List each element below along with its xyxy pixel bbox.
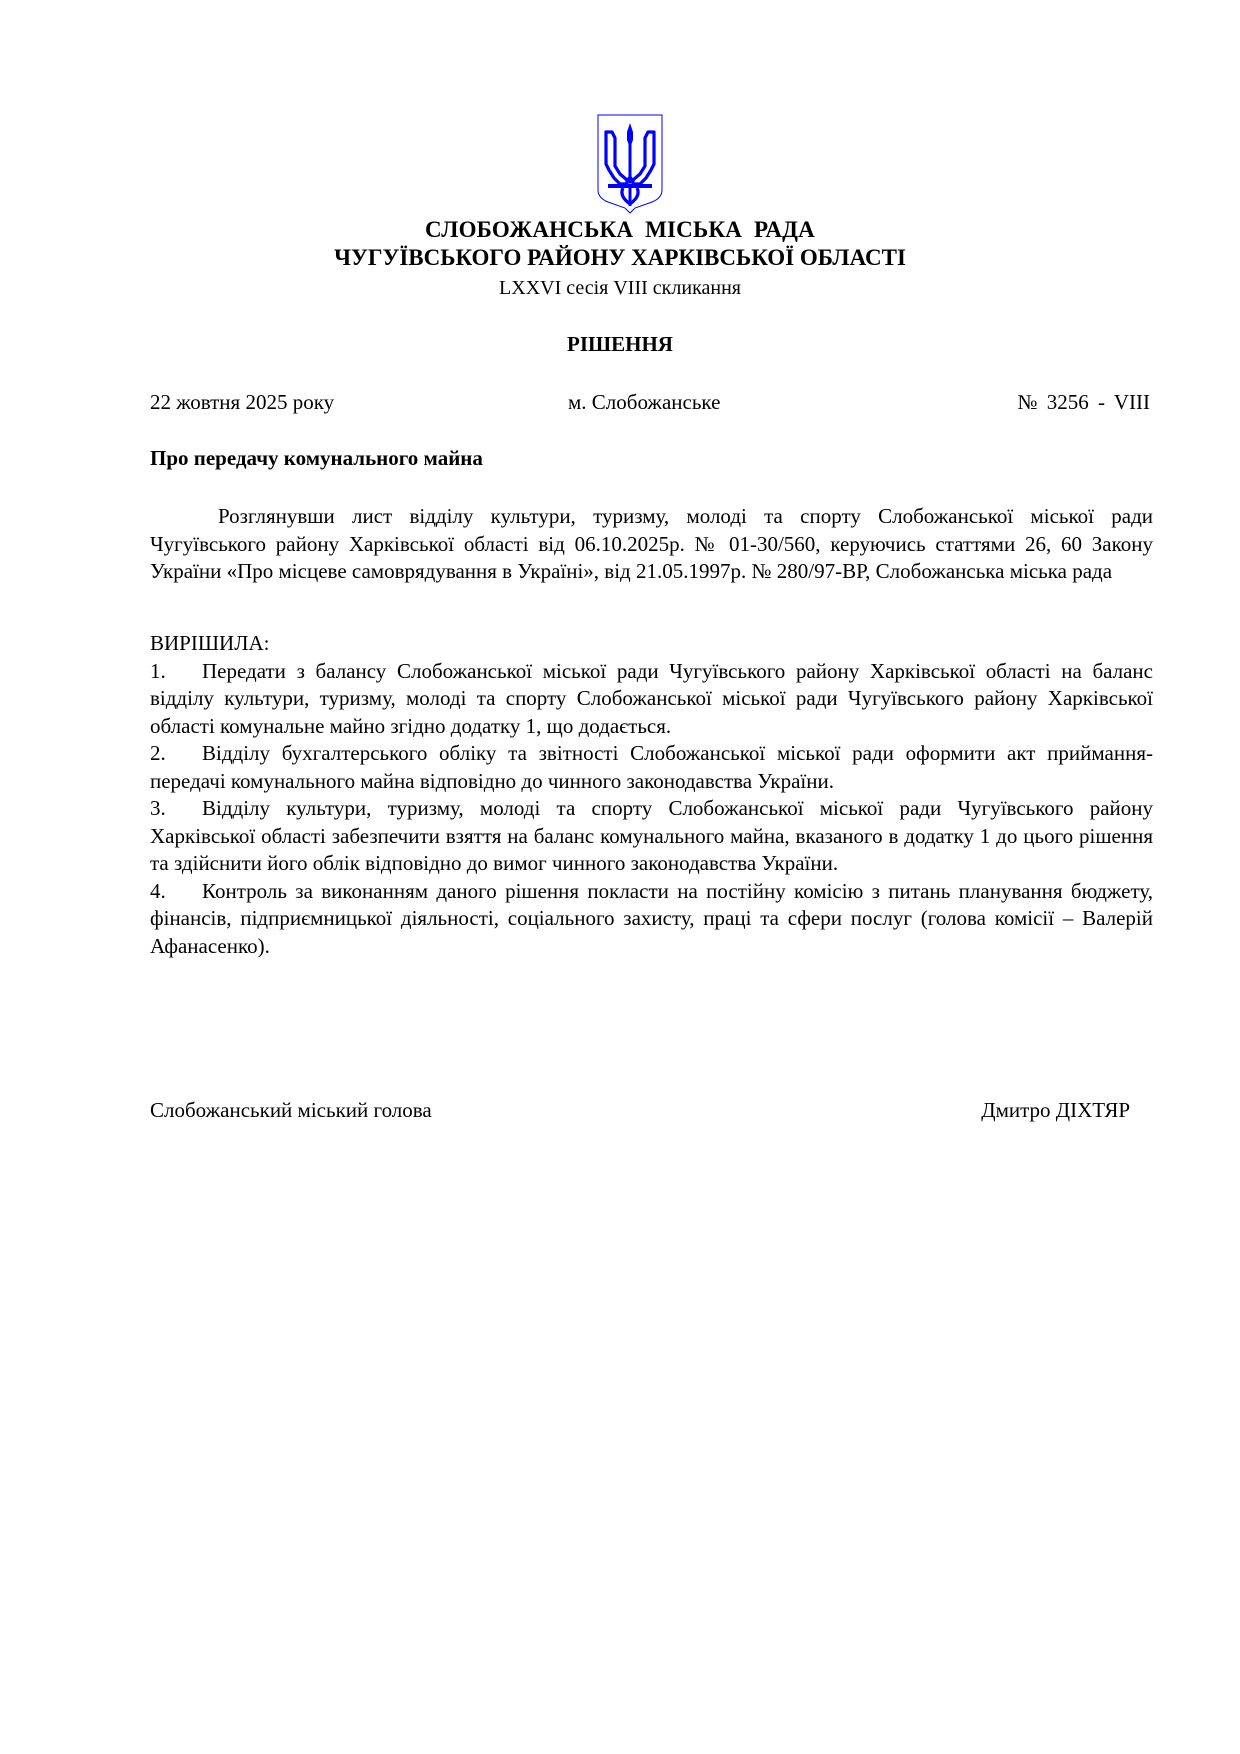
item-text: Контроль за виконанням даного рішення покласти на постійну комісію з питань планування бюджету, фінансів, підприємницької діяльності, соціального захисту, праці та сфери послуг (голова комісії – Валерій Афанасенко). bbox=[150, 878, 1153, 958]
session-info: LXXVI сесія VIII скликання bbox=[499, 277, 741, 299]
decision-date: 22 жовтня 2025 року bbox=[150, 390, 335, 414]
organization-name: СЛОБОЖАНСЬКА МІСЬКА РАДА bbox=[425, 217, 815, 242]
preamble-paragraph: Розглянувши лист відділу культури, туризму, молоді та спорту Слобожанської міської ради Чугуївського району Харківської області від 06.10.2025р. № 01-30/560, керуючись статтями 26, 60 Закону України «Про місцеве самоврядування в Україні», від 21.05.1997р. № 280/97-ВР, Слобожанська міська рада bbox=[150, 504, 1153, 583]
item-number: 3. bbox=[150, 796, 166, 820]
resolution-label: ВИРІШИЛА: bbox=[150, 631, 270, 655]
organization-district: ЧУГУЇВСЬКОГО РАЙОНУ ХАРКІВСЬКОЇ ОБЛАСТІ bbox=[334, 245, 906, 270]
decision-meta-row bbox=[150, 390, 1150, 414]
item-number: 1. bbox=[150, 658, 166, 683]
resolution-item bbox=[150, 878, 1153, 961]
decision-city: м. Слобожанське bbox=[568, 390, 721, 414]
item-text: Передати з балансу Слобожанської міської ради Чугуївського району Харківської області на баланс відділу культури, туризму, молоді та спорту Слобожанської міської ради Чугуївського району Харківської області комунальне майно згідно додатку 1, що додається. bbox=[150, 658, 1153, 738]
item-number: 4. bbox=[150, 878, 166, 903]
coat-of-arms-icon bbox=[597, 114, 663, 214]
signatory-title: Слобожанський міський голова bbox=[150, 1098, 432, 1122]
resolution-item bbox=[150, 740, 1153, 795]
resolution-item bbox=[150, 795, 1153, 878]
resolution-section bbox=[150, 630, 1153, 960]
decision-title: Про передачу комунального майна bbox=[150, 446, 483, 470]
signatory-name: Дмитро ДІХТЯР bbox=[981, 1098, 1130, 1122]
item-text: Відділу культури, туризму, молоді та спорту Слобожанської міської ради Чугуївського району Харківської області забезпечити взяття на баланс комунального майна, вказаного в додатку 1 до цього рішення та здійснити його облік відповідно до вимог чинного законодавства України. bbox=[150, 796, 1153, 875]
item-number: 2. bbox=[150, 741, 166, 765]
signature-block bbox=[150, 1098, 1130, 1122]
document-type-heading: РІШЕННЯ bbox=[567, 332, 673, 356]
item-text: Відділу бухгалтерського обліку та звітності Слобожанської міської ради оформити акт приймання-передачі комунального майна відповідно до чинного законодавства України. bbox=[150, 741, 1153, 793]
decision-number: № 3256 - VIII bbox=[1017, 390, 1150, 414]
resolution-item bbox=[150, 658, 1153, 741]
